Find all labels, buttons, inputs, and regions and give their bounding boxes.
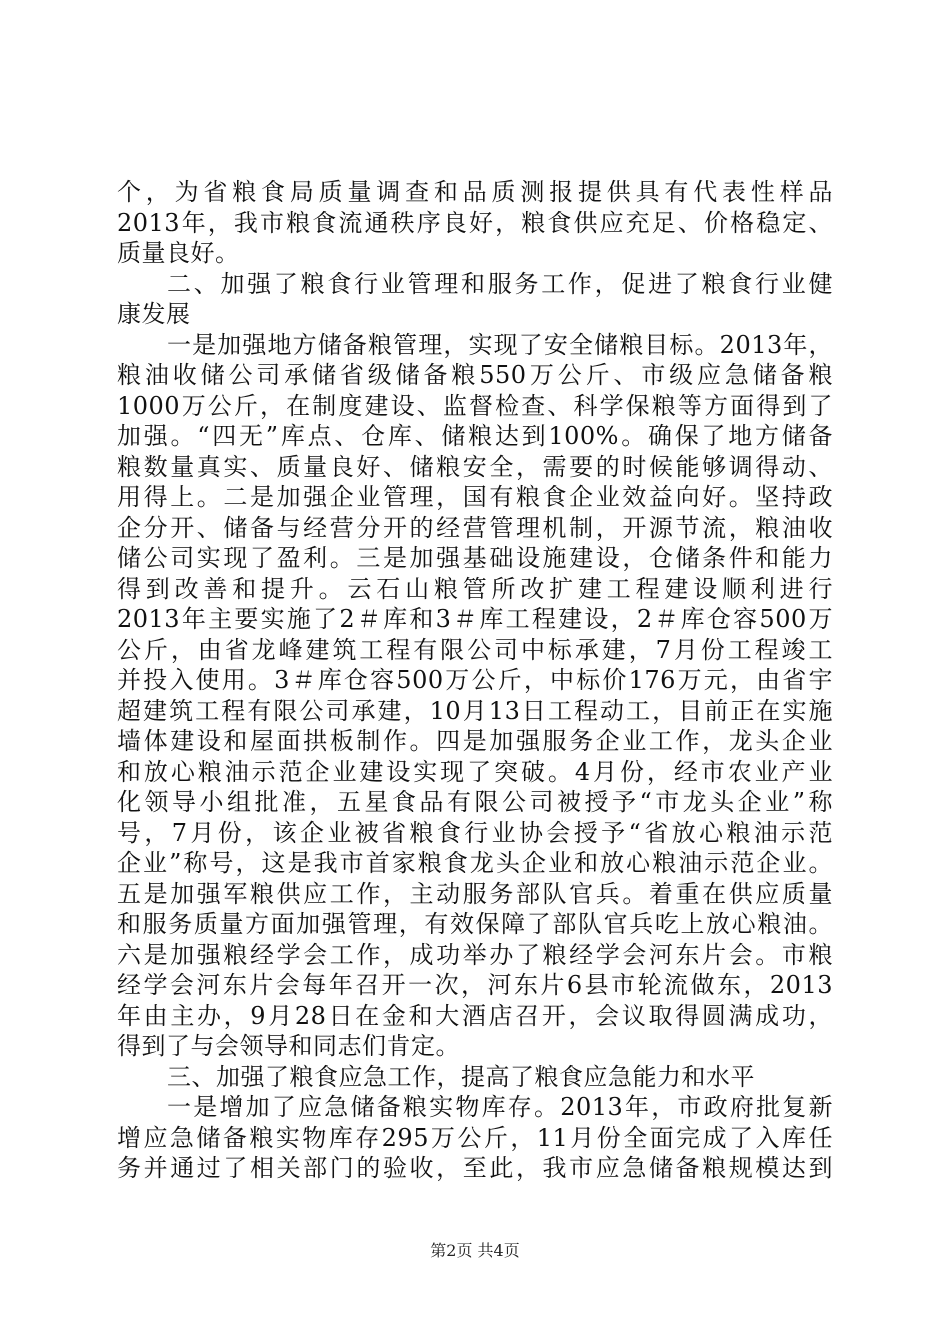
document-body <box>117 177 833 1184</box>
text-line: 1000万公斤，在制度建设、监督检查、科学保粮等方面得到了 <box>117 391 833 420</box>
text-line: 号，7月份，该企业被省粮食行业协会授予“省放心粮油示范 <box>117 818 833 847</box>
text-line: 个，为省粮食局质量调查和品质测报提供具有代表性样品 <box>117 178 833 206</box>
text-line: 六是加强粮经学会工作，成功举办了粮经学会河东片会。市粮 <box>117 940 833 969</box>
text-line: 务并通过了相关部门的验收，至此，我市应急储备粮规模达到 <box>117 1154 833 1182</box>
text-line: 2013年，我市粮食流通秩序良好，粮食供应充足、价格稳定、 <box>117 208 833 237</box>
text-line: 企业”称号，这是我市首家粮食龙头企业和放心粮油示范企业。 <box>117 849 833 877</box>
text-line: 2013年主要实施了2＃库和3＃库工程建设，2＃库仓容500万 <box>117 605 833 633</box>
text-line: 得到改善和提升。云石山粮管所改扩建工程建设顺利进行 <box>117 574 833 603</box>
text-line: 一是加强地方储备粮管理，实现了安全储粮目标。2013年， <box>167 330 833 359</box>
text-line: 并投入使用。3＃库仓容500万公斤，中标价176万元，由省宇 <box>117 666 833 694</box>
text-line: 加强。“四无”库点、仓库、储粮达到100%。确保了地方储备 <box>117 422 833 450</box>
text-line: 用得上。二是加强企业管理，国有粮食企业效益向好。坚持政 <box>117 483 833 511</box>
text-line: 年由主办，9月28日在金和大酒店召开，会议取得圆满成功， <box>117 1001 833 1030</box>
text-line: 和服务质量方面加强管理，有效保障了部队官兵吃上放心粮油。 <box>117 910 833 938</box>
page-number: 第2页 共4页 <box>430 1241 520 1260</box>
text-line: 一是增加了应急储备粮实物库存。2013年，市政府批复新 <box>167 1093 833 1121</box>
text-line: 企分开、储备与经营分开的经营管理机制，开源节流，粮油收 <box>117 513 833 542</box>
text-line: 墙体建设和屋面拱板制作。四是加强服务企业工作，龙头企业 <box>117 727 833 755</box>
text-line: 增应急储备粮实物库存295万公斤，11月份全面完成了入库任 <box>117 1123 833 1152</box>
section-heading: 三、加强了粮食应急工作，提高了粮食应急能力和水平 <box>167 1062 755 1091</box>
section-heading: 康发展 <box>117 300 191 328</box>
text-line: 储公司实现了盈利。三是加强基础设施建设，仓储条件和能力 <box>117 544 833 572</box>
text-line: 经学会河东片会每年召开一次，河东片6县市轮流做东，2013 <box>117 971 833 999</box>
text-line: 五是加强军粮供应工作，主动服务部队官兵。着重在供应质量 <box>117 879 833 908</box>
text-line: 超建筑工程有限公司承建，10月13日工程动工，目前正在实施 <box>117 696 833 725</box>
text-line: 得到了与会领导和同志们肯定。 <box>117 1032 460 1060</box>
text-line: 粮数量真实、质量良好、储粮安全，需要的时候能够调得动、 <box>117 452 833 481</box>
text-line: 化领导小组批准，五星食品有限公司被授予“市龙头企业”称 <box>117 788 833 816</box>
text-line: 和放心粮油示范企业建设实现了突破。4月份，经市农业产业 <box>117 757 833 786</box>
text-line: 粮油收储公司承储省级储备粮550万公斤、市级应急储备粮 <box>117 361 833 389</box>
text-line: 质量良好。 <box>117 239 240 267</box>
text-line: 公斤，由省龙峰建筑工程有限公司中标承建，7月份工程竣工 <box>117 635 833 664</box>
section-heading: 二、加强了粮食行业管理和服务工作，促进了粮食行业健 <box>167 269 833 298</box>
